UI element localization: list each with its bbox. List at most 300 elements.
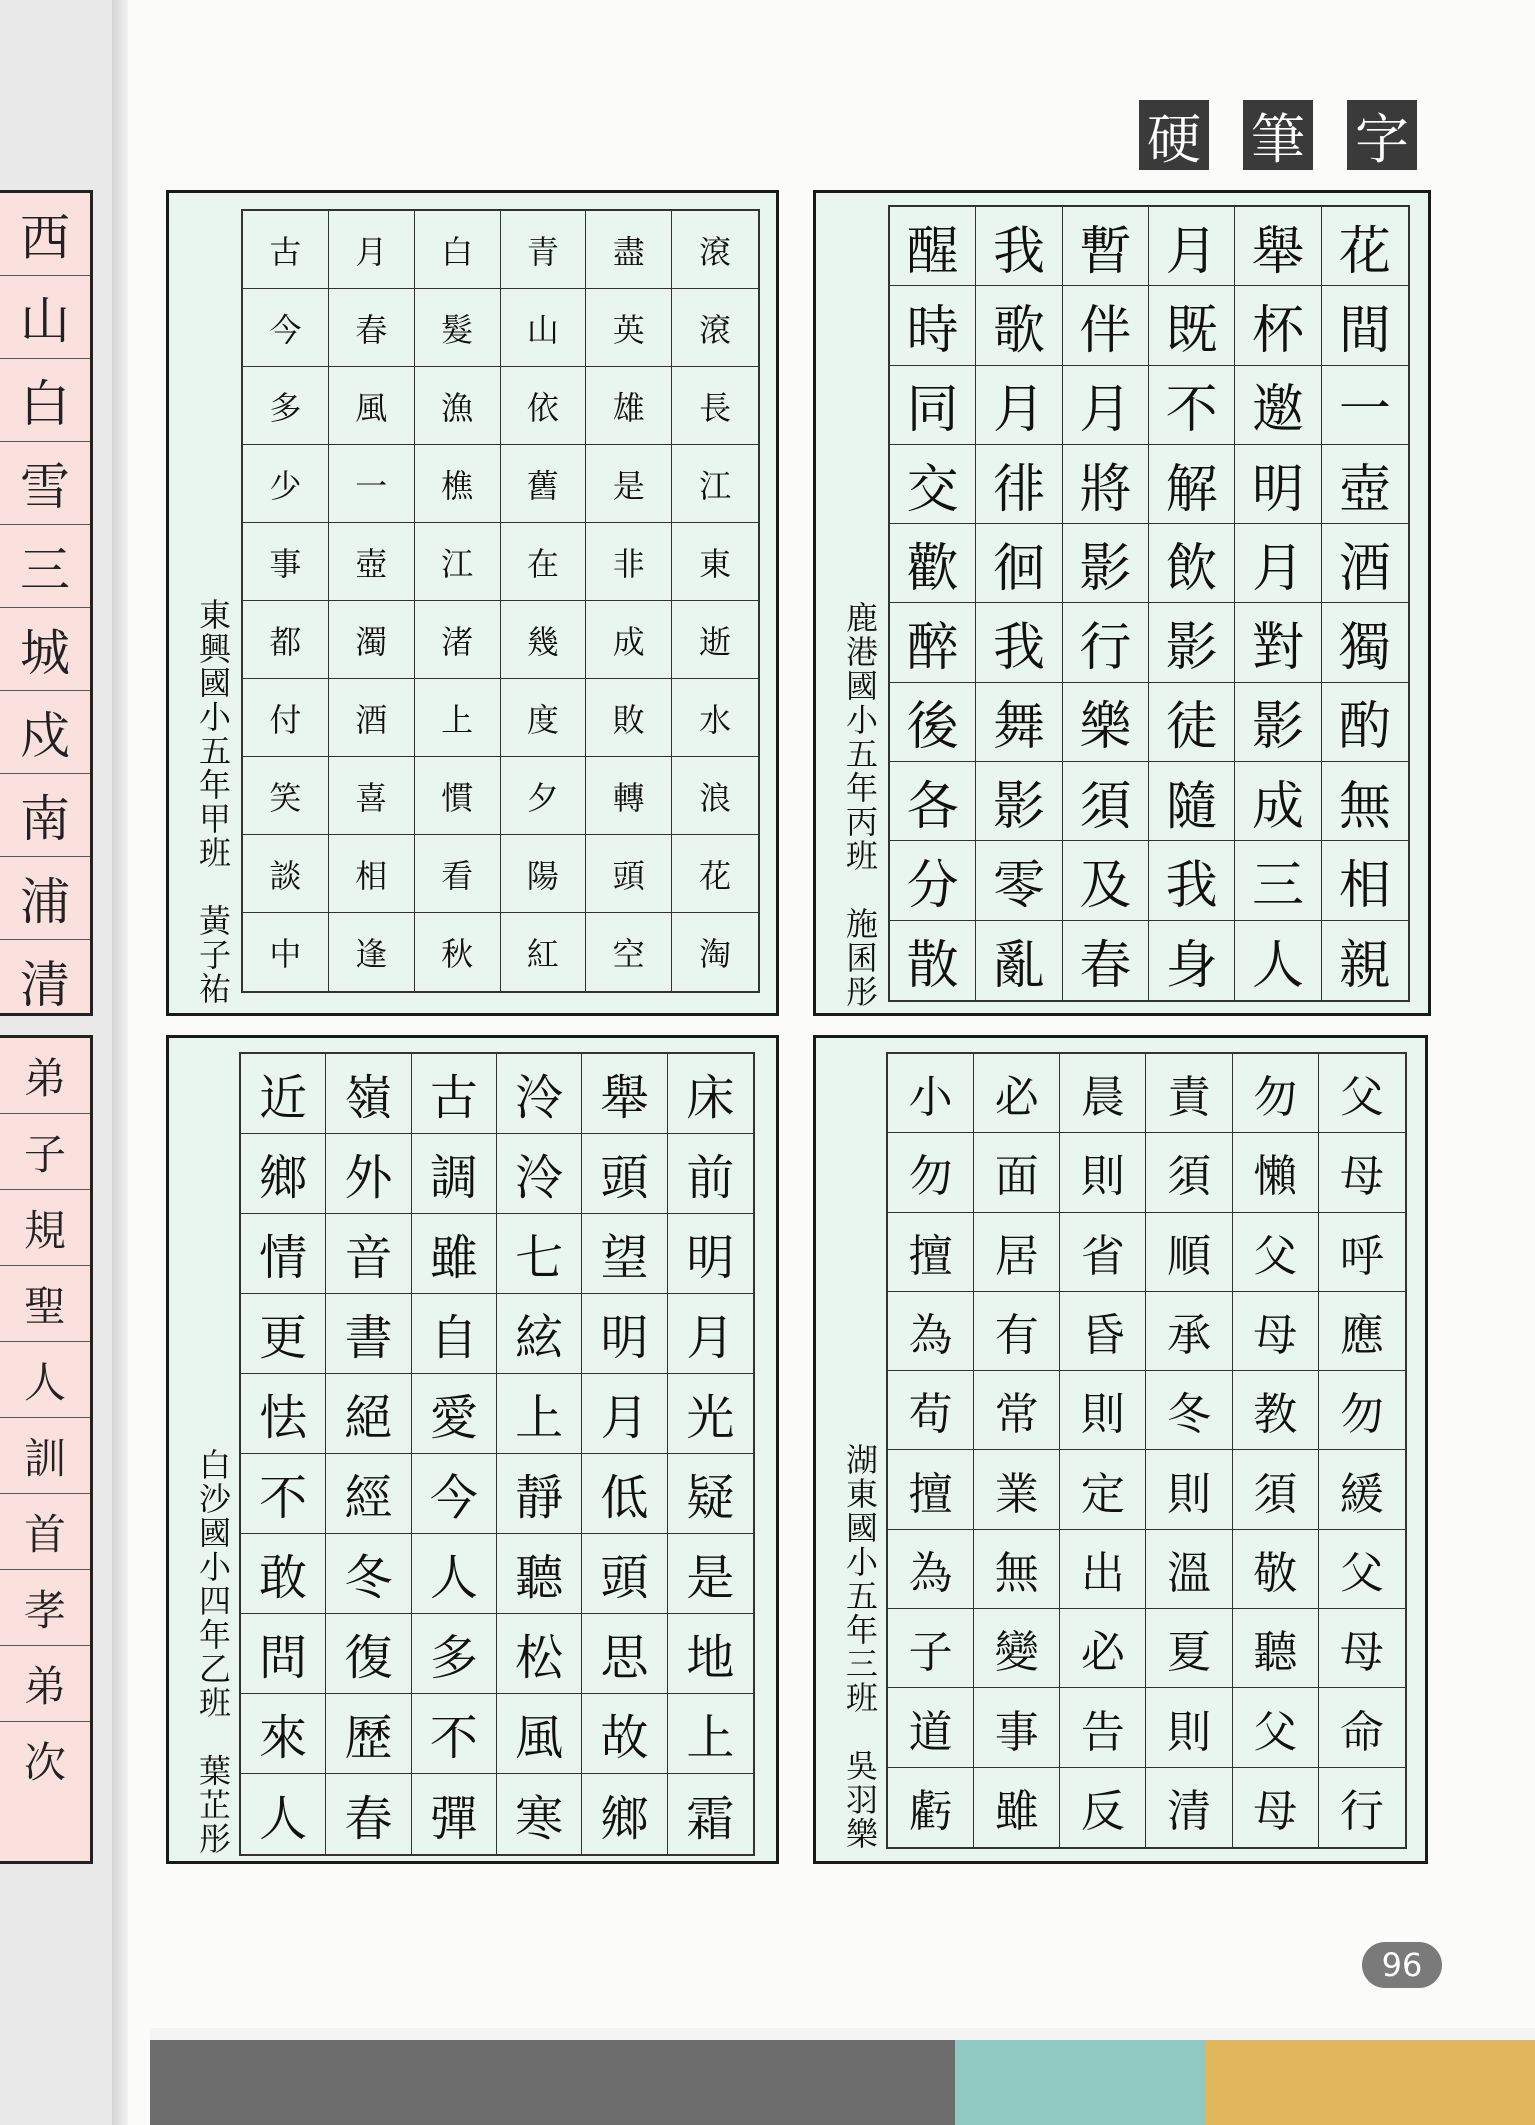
handwritten-char: 則 — [1060, 1371, 1146, 1450]
handwritten-char: 霜 — [686, 1790, 735, 1847]
handwritten-char: 喜 — [329, 757, 415, 835]
handwritten-char: 歡 — [890, 524, 976, 603]
handwritten-char: 後 — [890, 683, 976, 762]
student-label: 東興國小五年甲班 黃子祐 — [194, 598, 232, 1006]
handwritten-char: 髮 — [415, 289, 501, 367]
handwritten-char: 成 — [1235, 762, 1321, 841]
handwritten-char: 月 — [582, 1374, 667, 1454]
handwritten-char: 寒 — [497, 1774, 582, 1854]
grid-column — [1060, 1054, 1146, 1847]
handwritten-char: 為 — [888, 1530, 974, 1609]
handwritten-char: 杯 — [1235, 286, 1321, 365]
handwritten-char: 勿 — [1233, 1054, 1319, 1133]
handwritten-char: 鄉 — [582, 1774, 667, 1854]
handwritten-char: 醒 — [890, 207, 976, 286]
handwritten-char: 影 — [1235, 683, 1321, 762]
handwritten-char: 今 — [243, 289, 329, 367]
handwritten-char: 紅 — [501, 913, 587, 991]
handwritten-char: 酒 — [329, 679, 415, 757]
handwritten-char: 風 — [329, 367, 415, 445]
handwritten-char: 勿 — [1319, 1371, 1405, 1450]
handwritten-char: 樵 — [415, 445, 501, 523]
handwritten-char: 反 — [1060, 1768, 1146, 1847]
handwritten-char: 自 — [412, 1294, 497, 1374]
prev-page-char: 三 — [0, 525, 90, 608]
handwritten-char: 時 — [890, 286, 976, 365]
handwritten-char: 幾 — [501, 601, 587, 679]
handwritten-char: 承 — [1146, 1292, 1232, 1371]
handwritten-char: 歌 — [976, 286, 1062, 365]
handwritten-char: 濁 — [329, 601, 415, 679]
handwritten-char: 在 — [501, 523, 587, 601]
handwritten-char: 多 — [243, 367, 329, 445]
handwritten-char: 少 — [243, 445, 329, 523]
handwritten-char: 間 — [1322, 286, 1408, 365]
handwritten-char: 白 — [415, 211, 501, 289]
handwritten-char: 今 — [412, 1454, 497, 1534]
handwritten-char: 滾 — [672, 211, 758, 289]
handwritten-char: 相 — [329, 835, 415, 913]
prev-page-char: 西 — [0, 193, 90, 276]
grid-column — [582, 1054, 667, 1854]
handwritten-char: 問 — [241, 1614, 326, 1694]
handwritten-char: 子 — [888, 1609, 974, 1688]
handwritten-char: 變 — [974, 1609, 1060, 1688]
handwritten-char: 是 — [586, 445, 672, 523]
handwritten-char: 親 — [1338, 935, 1391, 996]
grid-column — [1235, 207, 1321, 1000]
prev-page-char: 浦 — [0, 857, 90, 940]
calligraphy-panel-d — [813, 1035, 1428, 1864]
handwritten-char: 父 — [1319, 1054, 1405, 1133]
handwritten-char: 思 — [582, 1614, 667, 1694]
handwritten-char: 愛 — [412, 1374, 497, 1454]
prev-page-char: 訓 — [0, 1418, 90, 1494]
grid-column — [412, 1054, 497, 1854]
handwritten-char: 不 — [241, 1454, 326, 1534]
handwritten-char: 渚 — [415, 601, 501, 679]
grid-column — [586, 211, 672, 991]
grid-column — [974, 1054, 1060, 1847]
handwritten-char: 冬 — [1146, 1371, 1232, 1450]
handwritten-char: 非 — [586, 523, 672, 601]
handwritten-char: 月 — [1149, 207, 1235, 286]
handwritten-char: 母 — [1319, 1609, 1405, 1688]
handwritten-char: 敗 — [586, 679, 672, 757]
title-char: 硬 — [1139, 100, 1209, 170]
grid-column — [415, 211, 501, 991]
handwritten-char: 泠 — [497, 1134, 582, 1214]
page-title — [1139, 100, 1417, 170]
prev-page-char: 子 — [0, 1114, 90, 1190]
handwritten-char: 相 — [1322, 841, 1408, 920]
handwritten-char: 江 — [415, 523, 501, 601]
handwritten-char: 歷 — [326, 1694, 411, 1774]
handwritten-char: 人 — [1235, 921, 1321, 1000]
handwritten-char: 上 — [668, 1694, 753, 1774]
handwritten-char: 教 — [1233, 1371, 1319, 1450]
handwritten-char: 徘 — [976, 445, 1062, 524]
handwritten-char: 月 — [329, 211, 415, 289]
handwritten-char: 舉 — [582, 1054, 667, 1134]
handwritten-char: 為 — [888, 1292, 974, 1371]
handwritten-char: 人 — [241, 1774, 326, 1854]
handwritten-char: 省 — [1060, 1213, 1146, 1292]
handwritten-char: 告 — [1060, 1688, 1146, 1767]
handwritten-char: 伴 — [1063, 286, 1149, 365]
prev-page-char: 弟 — [0, 1646, 90, 1722]
handwritten-char: 頭 — [582, 1134, 667, 1214]
handwritten-char: 溫 — [1146, 1530, 1232, 1609]
handwritten-char: 情 — [241, 1214, 326, 1294]
grid-column — [888, 1054, 974, 1847]
handwritten-char: 壺 — [1322, 445, 1408, 524]
handwritten-char: 怯 — [241, 1374, 326, 1454]
handwritten-char: 泠 — [497, 1054, 582, 1134]
writing-grid — [886, 1052, 1407, 1849]
title-char: 筆 — [1243, 100, 1313, 170]
calligraphy-panel-c — [166, 1035, 779, 1864]
handwritten-char: 酌 — [1322, 683, 1408, 762]
handwritten-char: 絕 — [326, 1374, 411, 1454]
grid-column — [1063, 207, 1149, 1000]
handwritten-char: 長 — [672, 367, 758, 445]
handwritten-char: 明 — [582, 1294, 667, 1374]
handwritten-char: 獨 — [1322, 603, 1408, 682]
handwritten-char: 漁 — [415, 367, 501, 445]
handwritten-char: 度 — [501, 679, 587, 757]
handwritten-char: 聽 — [1233, 1609, 1319, 1688]
handwritten-char: 雖 — [974, 1768, 1060, 1847]
grid-column — [1233, 1054, 1319, 1847]
prev-page-char: 首 — [0, 1494, 90, 1570]
handwritten-char: 花 — [672, 835, 758, 913]
handwritten-char: 看 — [415, 835, 501, 913]
handwritten-char: 我 — [976, 603, 1062, 682]
handwritten-char: 一 — [1322, 366, 1408, 445]
handwritten-char: 敬 — [1233, 1530, 1319, 1609]
grid-column — [497, 1054, 582, 1854]
student-label: 白沙國小四年乙班 葉芷彤 — [194, 1448, 232, 1856]
handwritten-char: 事 — [243, 523, 329, 601]
handwritten-char: 必 — [974, 1054, 1060, 1133]
prev-page-char: 孝 — [0, 1570, 90, 1646]
handwritten-char: 笑 — [243, 757, 329, 835]
calligraphy-panel-a — [166, 190, 779, 1016]
handwritten-char: 月 — [668, 1294, 753, 1374]
grid-column — [241, 1054, 326, 1854]
handwritten-char: 風 — [497, 1694, 582, 1774]
handwritten-char: 則 — [1146, 1450, 1232, 1529]
handwritten-char: 人 — [412, 1534, 497, 1614]
handwritten-char: 父 — [1233, 1688, 1319, 1767]
grid-column — [1146, 1054, 1232, 1847]
handwritten-char: 交 — [890, 445, 976, 524]
handwritten-char: 經 — [326, 1454, 411, 1534]
handwritten-char: 彈 — [412, 1774, 497, 1854]
handwritten-char: 冬 — [326, 1534, 411, 1614]
handwritten-char: 地 — [668, 1614, 753, 1694]
handwritten-char: 順 — [1146, 1213, 1232, 1292]
prev-page-char: 戍 — [0, 691, 90, 774]
handwritten-char: 古 — [243, 211, 329, 289]
grid-column — [976, 207, 1062, 1000]
handwritten-char: 舊 — [501, 445, 587, 523]
title-char: 字 — [1347, 100, 1417, 170]
handwritten-char: 則 — [1146, 1688, 1232, 1767]
prev-page-char: 山 — [0, 276, 90, 359]
handwritten-char: 醉 — [890, 603, 976, 682]
handwritten-char: 青 — [501, 211, 587, 289]
handwritten-char: 慣 — [415, 757, 501, 835]
grid-column — [672, 211, 758, 991]
handwritten-char: 光 — [668, 1374, 753, 1454]
writing-grid — [888, 205, 1410, 1002]
handwritten-char: 雖 — [412, 1214, 497, 1294]
prev-page-char: 城 — [0, 608, 90, 691]
previous-page-panel-bottom — [0, 1035, 93, 1864]
handwritten-char: 明 — [668, 1214, 753, 1294]
grid-column — [326, 1054, 411, 1854]
handwritten-char: 夏 — [1146, 1609, 1232, 1688]
calligraphy-panel-b — [813, 190, 1431, 1016]
handwritten-char: 明 — [1235, 445, 1321, 524]
handwritten-char: 音 — [326, 1214, 411, 1294]
prev-page-char: 人 — [0, 1342, 90, 1418]
handwritten-char: 東 — [672, 523, 758, 601]
grid-column — [1149, 207, 1235, 1000]
handwritten-char: 近 — [241, 1054, 326, 1134]
prev-page-char: 次 — [23, 1737, 66, 1787]
handwritten-char: 更 — [241, 1294, 326, 1374]
handwritten-char: 盡 — [586, 211, 672, 289]
handwritten-char: 花 — [1322, 207, 1408, 286]
handwritten-char: 面 — [974, 1133, 1060, 1212]
handwritten-char: 清 — [1146, 1768, 1232, 1847]
handwritten-char: 勿 — [888, 1133, 974, 1212]
handwritten-char: 昏 — [1060, 1292, 1146, 1371]
prev-page-char: 聖 — [0, 1266, 90, 1342]
handwritten-char: 都 — [243, 601, 329, 679]
handwritten-char: 應 — [1319, 1292, 1405, 1371]
handwritten-char: 擅 — [888, 1450, 974, 1529]
handwritten-char: 晨 — [1060, 1054, 1146, 1133]
handwritten-char: 無 — [974, 1530, 1060, 1609]
handwritten-char: 須 — [1063, 762, 1149, 841]
handwritten-char: 空 — [586, 913, 672, 991]
handwritten-char: 床 — [668, 1054, 753, 1134]
handwritten-char: 雄 — [586, 367, 672, 445]
handwritten-char: 無 — [1322, 762, 1408, 841]
handwritten-char: 是 — [668, 1534, 753, 1614]
handwritten-char: 須 — [1146, 1133, 1232, 1212]
grid-column — [890, 207, 976, 1000]
handwritten-char: 談 — [243, 835, 329, 913]
handwritten-char: 常 — [974, 1371, 1060, 1450]
handwritten-char: 對 — [1235, 603, 1321, 682]
handwritten-char: 將 — [1063, 445, 1149, 524]
handwritten-char: 低 — [582, 1454, 667, 1534]
handwritten-char: 成 — [586, 601, 672, 679]
handwritten-char: 春 — [326, 1774, 411, 1854]
handwritten-char: 望 — [582, 1214, 667, 1294]
handwritten-char: 命 — [1319, 1688, 1405, 1767]
handwritten-char: 出 — [1060, 1530, 1146, 1609]
handwritten-char: 淘 — [699, 935, 732, 973]
handwritten-char: 頭 — [582, 1534, 667, 1614]
handwritten-char: 母 — [1319, 1133, 1405, 1212]
handwritten-char: 定 — [1060, 1450, 1146, 1529]
handwritten-char: 酒 — [1322, 524, 1408, 603]
prev-page-char: 弟 — [0, 1038, 90, 1114]
handwritten-char: 秋 — [415, 913, 501, 991]
handwritten-char: 同 — [890, 366, 976, 445]
handwritten-char: 來 — [241, 1694, 326, 1774]
handwritten-char: 擅 — [888, 1213, 974, 1292]
handwritten-char: 居 — [974, 1213, 1060, 1292]
grid-column — [243, 211, 329, 991]
student-label: 鹿港國小五年丙班 施囷彤 — [841, 601, 879, 1009]
handwritten-char: 隨 — [1149, 762, 1235, 841]
handwritten-char: 絃 — [497, 1294, 582, 1374]
grid-column — [501, 211, 587, 991]
handwritten-char: 月 — [1235, 524, 1321, 603]
handwritten-char: 父 — [1233, 1213, 1319, 1292]
handwritten-char: 亂 — [976, 921, 1062, 1000]
handwritten-char: 舉 — [1235, 207, 1321, 286]
handwritten-char: 舞 — [976, 683, 1062, 762]
handwritten-char: 上 — [497, 1374, 582, 1454]
handwritten-char: 外 — [326, 1134, 411, 1214]
prev-page-char: 南 — [0, 774, 90, 857]
handwritten-char: 復 — [326, 1614, 411, 1694]
handwritten-char: 敢 — [241, 1534, 326, 1614]
handwritten-char: 多 — [412, 1614, 497, 1694]
handwritten-char: 業 — [974, 1450, 1060, 1529]
handwritten-char: 逝 — [672, 601, 758, 679]
student-label: 湖東國小五年三班 吳羽樂 — [841, 1443, 879, 1851]
handwritten-char: 疑 — [668, 1454, 753, 1534]
grid-column — [1319, 1054, 1405, 1847]
handwritten-char: 徊 — [976, 524, 1062, 603]
handwritten-char: 母 — [1233, 1768, 1319, 1847]
handwritten-char: 邀 — [1235, 366, 1321, 445]
handwritten-char: 樂 — [1063, 683, 1149, 762]
handwritten-char: 父 — [1319, 1530, 1405, 1609]
handwritten-char: 不 — [412, 1694, 497, 1774]
handwritten-char: 一 — [329, 445, 415, 523]
handwritten-char: 我 — [976, 207, 1062, 286]
handwritten-char: 靜 — [497, 1454, 582, 1534]
prev-page-char: 規 — [0, 1190, 90, 1266]
handwritten-char: 道 — [888, 1688, 974, 1767]
handwritten-char: 春 — [329, 289, 415, 367]
handwritten-char: 夕 — [501, 757, 587, 835]
handwritten-char: 我 — [1149, 841, 1235, 920]
handwritten-char: 影 — [976, 762, 1062, 841]
handwritten-char: 緩 — [1319, 1450, 1405, 1529]
next-page-illustration — [150, 2040, 1535, 2125]
handwritten-char: 故 — [582, 1694, 667, 1774]
writing-grid — [241, 209, 760, 993]
handwritten-char: 母 — [1233, 1292, 1319, 1371]
handwritten-char: 依 — [501, 367, 587, 445]
handwritten-char: 頭 — [586, 835, 672, 913]
handwritten-char: 鄉 — [241, 1134, 326, 1214]
prev-page-char: 白 — [0, 359, 90, 442]
handwritten-char: 書 — [326, 1294, 411, 1374]
handwritten-char: 上 — [415, 679, 501, 757]
prev-page-char: 雪 — [0, 442, 90, 525]
page-number-badge: 96 — [1362, 1942, 1442, 1988]
handwritten-char: 零 — [976, 841, 1062, 920]
handwritten-char: 身 — [1149, 921, 1235, 1000]
handwritten-char: 英 — [586, 289, 672, 367]
handwritten-char: 行 — [1063, 603, 1149, 682]
handwritten-char: 苟 — [888, 1371, 974, 1450]
handwritten-char: 影 — [1149, 603, 1235, 682]
handwritten-char: 中 — [243, 913, 329, 991]
handwritten-char: 嶺 — [326, 1054, 411, 1134]
grid-column — [668, 1054, 753, 1854]
handwritten-char: 春 — [1063, 921, 1149, 1000]
prev-page-char: 清 — [20, 956, 70, 1014]
handwritten-char: 山 — [501, 289, 587, 367]
writing-grid — [239, 1052, 755, 1856]
handwritten-char: 影 — [1063, 524, 1149, 603]
handwritten-char: 懶 — [1233, 1133, 1319, 1212]
handwritten-char: 暫 — [1063, 207, 1149, 286]
handwritten-char: 解 — [1149, 445, 1235, 524]
handwritten-char: 必 — [1060, 1609, 1146, 1688]
handwritten-char: 滾 — [672, 289, 758, 367]
handwritten-char: 三 — [1235, 841, 1321, 920]
handwritten-char: 壺 — [329, 523, 415, 601]
handwritten-char: 不 — [1149, 366, 1235, 445]
handwritten-char: 及 — [1063, 841, 1149, 920]
handwritten-char: 各 — [890, 762, 976, 841]
handwritten-char: 月 — [1063, 366, 1149, 445]
handwritten-char: 前 — [668, 1134, 753, 1214]
handwritten-char: 調 — [412, 1134, 497, 1214]
handwritten-char: 呼 — [1319, 1213, 1405, 1292]
handwritten-char: 古 — [412, 1054, 497, 1134]
grid-column — [1322, 207, 1408, 1000]
handwritten-char: 責 — [1146, 1054, 1232, 1133]
handwritten-char: 散 — [890, 921, 976, 1000]
handwritten-char: 松 — [497, 1614, 582, 1694]
handwritten-char: 分 — [890, 841, 976, 920]
handwritten-char: 飲 — [1149, 524, 1235, 603]
handwritten-char: 浪 — [672, 757, 758, 835]
previous-page-panel-top — [0, 190, 93, 1016]
handwritten-char: 須 — [1233, 1450, 1319, 1529]
handwritten-char: 聽 — [497, 1534, 582, 1614]
handwritten-char: 行 — [1339, 1786, 1384, 1838]
handwritten-char: 小 — [888, 1054, 974, 1133]
handwritten-char: 徒 — [1149, 683, 1235, 762]
handwritten-char: 有 — [974, 1292, 1060, 1371]
handwritten-char: 付 — [243, 679, 329, 757]
handwritten-char: 事 — [974, 1688, 1060, 1767]
handwritten-char: 則 — [1060, 1133, 1146, 1212]
handwritten-char: 逢 — [329, 913, 415, 991]
handwritten-char: 既 — [1149, 286, 1235, 365]
handwritten-char: 七 — [497, 1214, 582, 1294]
handwritten-char: 虧 — [888, 1768, 974, 1847]
handwritten-char: 水 — [672, 679, 758, 757]
handwritten-char: 月 — [976, 366, 1062, 445]
